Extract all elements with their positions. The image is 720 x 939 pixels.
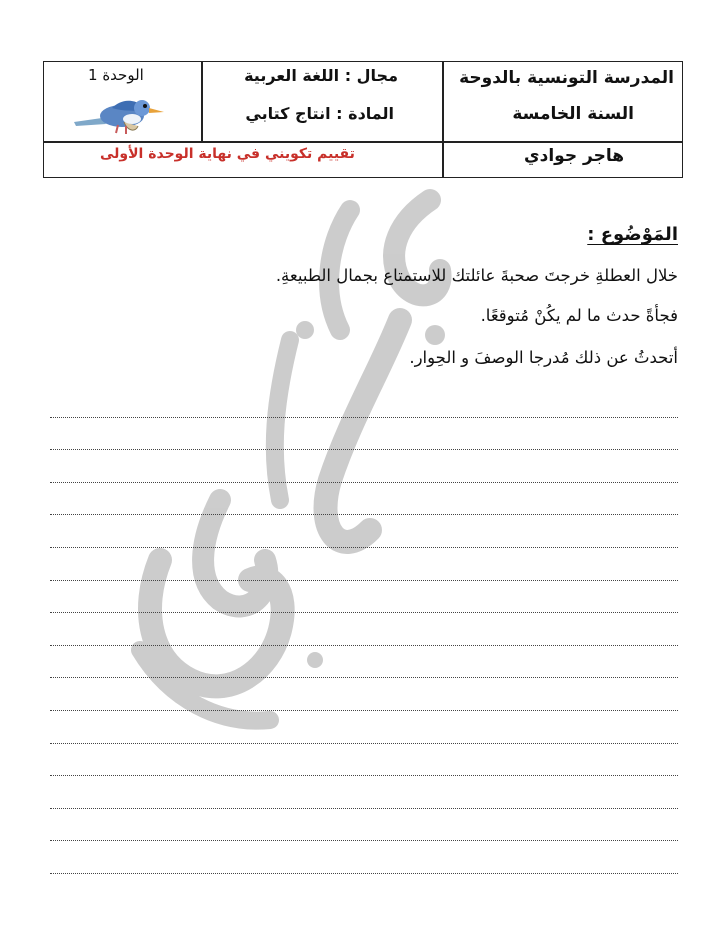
topic-title: المَوْضُوع : xyxy=(587,224,678,245)
teacher-name: هاجر جوادي xyxy=(524,146,624,166)
unit-label: الوحدة 1 xyxy=(88,66,144,84)
topic-line-2: فجأةً حدث ما لم يكُنْ مُتوقعًا. xyxy=(480,306,678,325)
topic-line-1: خلال العطلةِ خرجتَ صحبةَ عائلتك للاستمتاع بجمال الطبيعةِ. xyxy=(275,266,678,285)
answer-line[interactable] xyxy=(50,581,678,614)
column-divider xyxy=(442,62,444,178)
answer-line[interactable] xyxy=(50,385,678,418)
answer-line[interactable] xyxy=(50,613,678,646)
domain-label: مجال : اللغة العربية xyxy=(244,66,398,85)
topic-line-3: أتحدثُ عن ذلك مُدرجا الوصفَ و الحِوار. xyxy=(409,348,678,367)
answer-line[interactable] xyxy=(50,841,678,874)
answer-line[interactable] xyxy=(50,450,678,483)
column-divider xyxy=(201,62,203,142)
answer-line[interactable] xyxy=(50,776,678,809)
answer-line[interactable] xyxy=(50,548,678,581)
answer-line[interactable] xyxy=(50,418,678,451)
answer-line[interactable] xyxy=(50,711,678,744)
answer-line[interactable] xyxy=(50,646,678,679)
answer-lines xyxy=(50,385,678,874)
answer-line[interactable] xyxy=(50,678,678,711)
evaluation-title: تقييم تكويني في نهاية الوحدة الأولى xyxy=(100,146,355,162)
header-table xyxy=(43,61,683,178)
answer-line[interactable] xyxy=(50,483,678,516)
subject-label: المادة : انتاج كتابي xyxy=(245,104,394,123)
school-name: المدرسة التونسية بالدوحة xyxy=(459,68,674,88)
row-divider xyxy=(44,141,682,143)
grade-level: السنة الخامسة xyxy=(512,104,634,124)
answer-line[interactable] xyxy=(50,809,678,842)
bird-illustration-icon xyxy=(72,92,168,136)
answer-line[interactable] xyxy=(50,744,678,777)
answer-line[interactable] xyxy=(50,515,678,548)
